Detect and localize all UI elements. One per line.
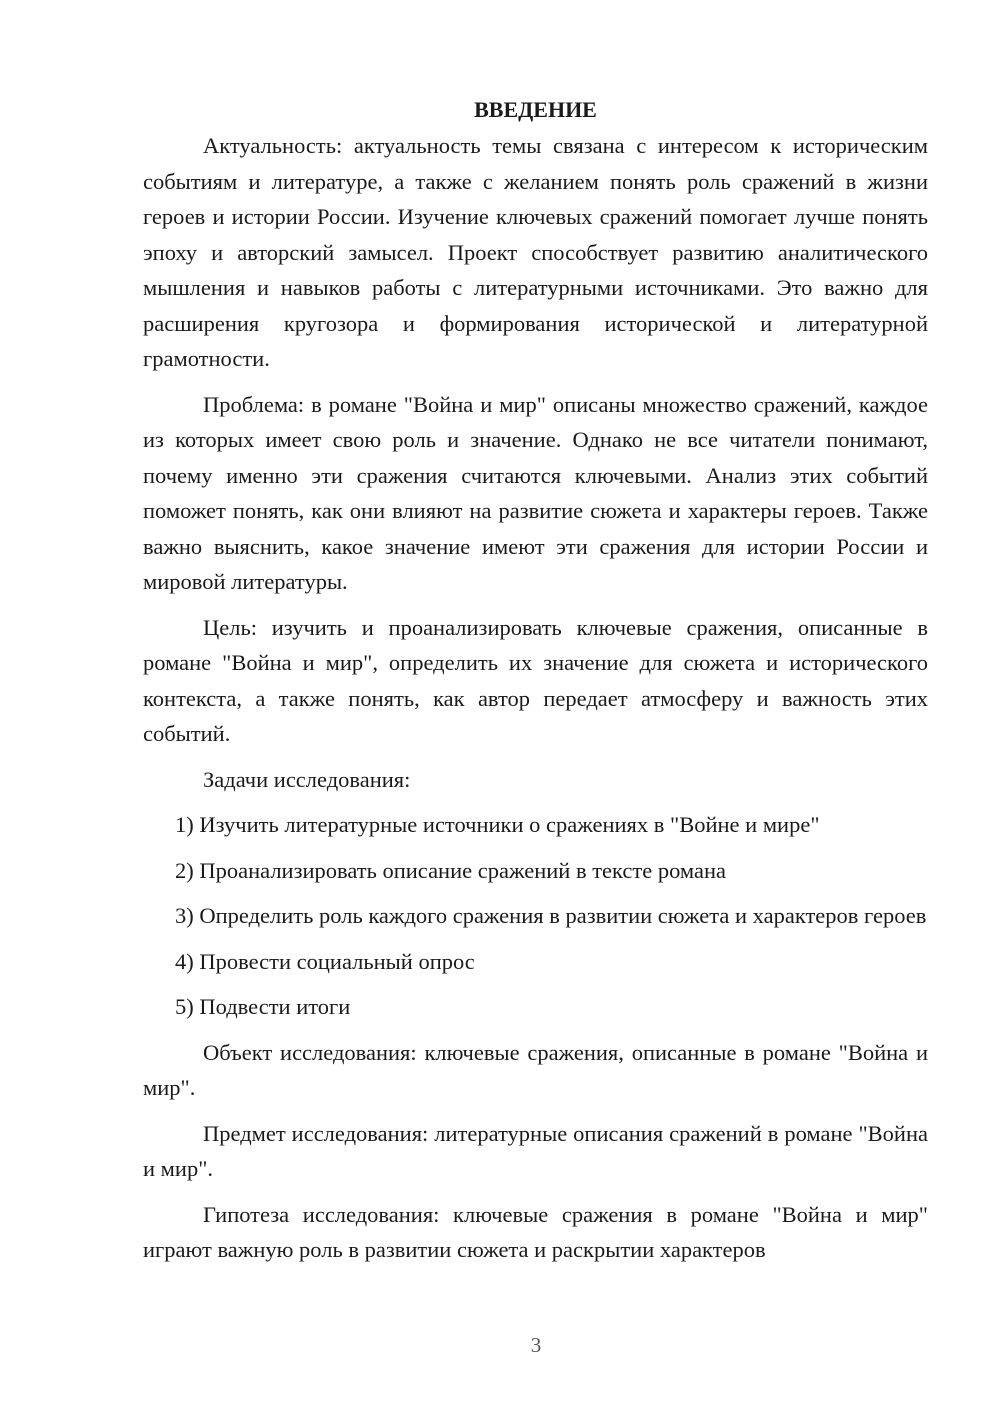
problem-paragraph: Проблема: в романе "Война и мир" описаны множество сражений, каждое из которых имеет свою роль и значение. Однако не все читатели понимают, почему именно эти сражения считаются ключевыми. Анализ этих событий поможет понять, как они влияют на развитие сюжета и характеры героев. Также важно выяснить, какое значение имеют эти сражения для истории России и мировой литературы.: [143, 391, 928, 594]
goal-paragraph: Цель: изучить и проанализировать ключевые сражения, описанные в романе "Война и мир", определить их значение для сюжета и исторического контекста, а также понять, как автор передает атмосферу и важность этих событий.: [143, 614, 928, 746]
page-content: [143, 92, 928, 1278]
subject-paragraph: Предмет исследования: литературные описания сражений в романе "Война и мир".: [143, 1120, 928, 1181]
tasks-title: Задачи исследования:: [203, 766, 411, 792]
list-item: 5) Подвести итоги: [175, 994, 351, 1019]
list-item: 4) Провести социальный опрос: [175, 948, 475, 974]
list-item: 1) Изучить литературные источники о сражениях в "Войне и мире": [175, 812, 820, 837]
object-paragraph: Объект исследования: ключевые сражения, описанные в романе "Война и мир".: [143, 1039, 928, 1100]
page-number: 3: [530, 1333, 542, 1357]
relevance-paragraph: Актуальность: актуальность темы связана с интересом к историческим событиям и литературе, а также с желанием понять роль сражений в жизни героев и истории России. Изучение ключевых сражений помогает лучше понять эпоху и авторский замысел. Проект способствует развитию аналитического мышления и навыков работы с литературными источниками. Это важно для расширения кругозора и формирования исторической и литературной грамотности.: [143, 133, 928, 371]
list-item: 2) Проанализировать описание сражений в тексте романа: [175, 857, 726, 883]
section-heading: ВВЕДЕНИЕ: [474, 97, 597, 122]
hypothesis-paragraph: Гипотеза исследования: ключевые сражения в романе "Война и мир" играют важную роль в развитии сюжета и раскрытии характеров: [143, 1201, 928, 1262]
list-item: 3) Определить роль каждого сражения в развитии сюжета и характеров героев: [175, 903, 927, 928]
tasks-list: [143, 807, 928, 1025]
